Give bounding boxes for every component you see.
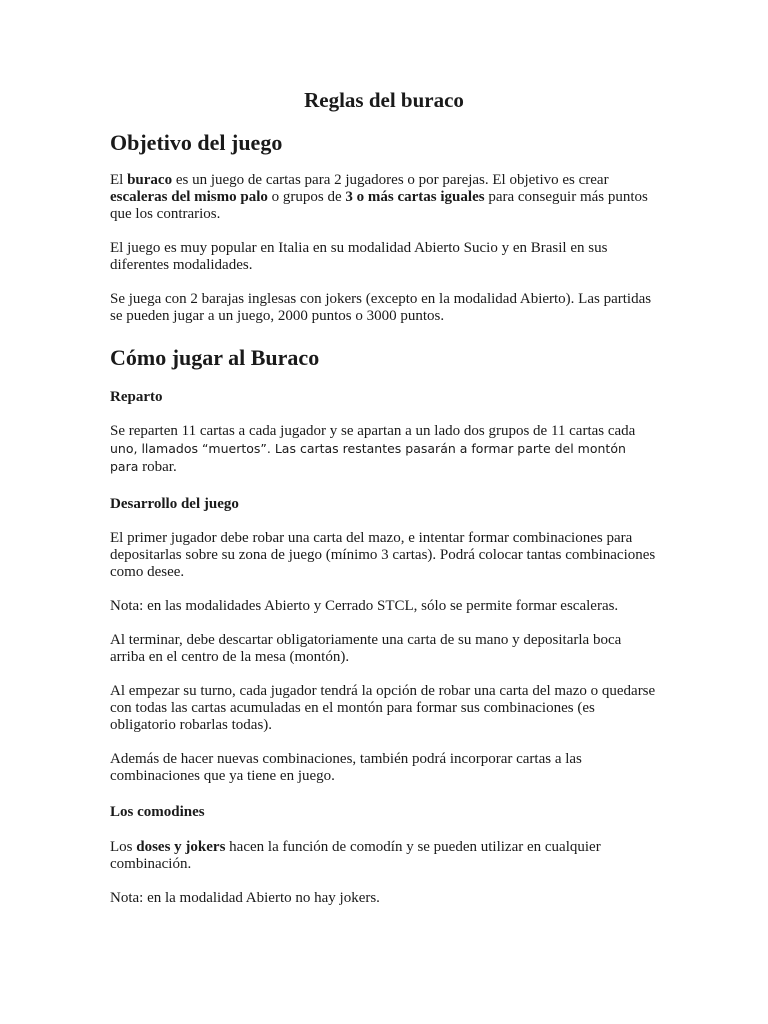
text-run: Los	[110, 839, 137, 855]
paragraph-descartar: Al terminar, debe descartar obligatoriamente una carta de su mano y depositarla boca arriba en el centro de la mesa (montón).	[110, 632, 622, 665]
text-run: Se reparten 11 cartas a cada jugador y se apartan a un lado dos grupos de 11 cartas cada	[110, 423, 636, 439]
text-run: El	[110, 172, 128, 188]
paragraph-barajas: Se juega con 2 barajas inglesas con jokers (excepto en la modalidad Abierto). Las partidas se pueden jugar a un juego, 2000 puntos o 3000 puntos.	[110, 291, 652, 324]
section-heading-objetivo: Objetivo del juego	[110, 130, 283, 155]
paragraph-nota-jokers: Nota: en la modalidad Abierto no hay jokers.	[110, 890, 380, 906]
paragraph-combinaciones: Además de hacer nuevas combinaciones, también podrá incorporar cartas a las combinaciones que ya tiene en juego.	[110, 751, 582, 784]
text-run-sans: uno, llamados “muertos”. Las cartas restantes pasarán a formar parte del montón para	[110, 441, 626, 474]
text-run: es un juego de cartas para 2 jugadores o por parejas. El objetivo es crear	[172, 172, 609, 188]
bold-term-doses-jokers: doses y jokers	[136, 839, 226, 855]
subsection-heading-reparto: Reparto	[110, 389, 163, 405]
paragraph-turno: Al empezar su turno, cada jugador tendrá la opción de robar una carta del mazo o quedarse con todas las cartas acumuladas en el montón para formar sus combinaciones (es obligatorio robarlas todas).	[110, 683, 656, 733]
bold-term-cartas-iguales: 3 o más cartas iguales	[345, 189, 485, 205]
paragraph-objetivo-intro	[110, 172, 658, 223]
bold-term-escaleras: escaleras del mismo palo	[110, 189, 268, 205]
paragraph-popularidad: El juego es muy popular en Italia en su modalidad Abierto Sucio y en Brasil en sus diferentes modalidades.	[110, 240, 608, 273]
document-title: Reglas del buraco	[304, 88, 464, 112]
text-run: hacen la función de comodín y se pueden utilizar en cualquier combinación.	[110, 839, 601, 872]
subsection-heading-comodines: Los comodines	[110, 804, 205, 820]
text-run: o grupos de	[267, 189, 346, 205]
text-run: robar.	[138, 459, 177, 475]
paragraph-nota-escaleras: Nota: en las modalidades Abierto y Cerrado STCL, sólo se permite formar escaleras.	[110, 598, 619, 614]
paragraph-comodines	[110, 839, 658, 873]
bold-term-buraco: buraco	[127, 172, 173, 188]
paragraph-reparto	[110, 423, 658, 476]
paragraph-desarrollo-1: El primer jugador debe robar una carta del mazo, e intentar formar combinaciones para depositarlas sobre su zona de juego (mínimo 3 cartas). Podrá colocar tantas combinaciones como desee.	[110, 530, 656, 580]
section-heading-como-jugar: Cómo jugar al Buraco	[110, 345, 320, 370]
subsection-heading-desarrollo: Desarrollo del juego	[110, 496, 239, 512]
text-run: para conseguir más puntos que los contrarios.	[110, 189, 648, 222]
